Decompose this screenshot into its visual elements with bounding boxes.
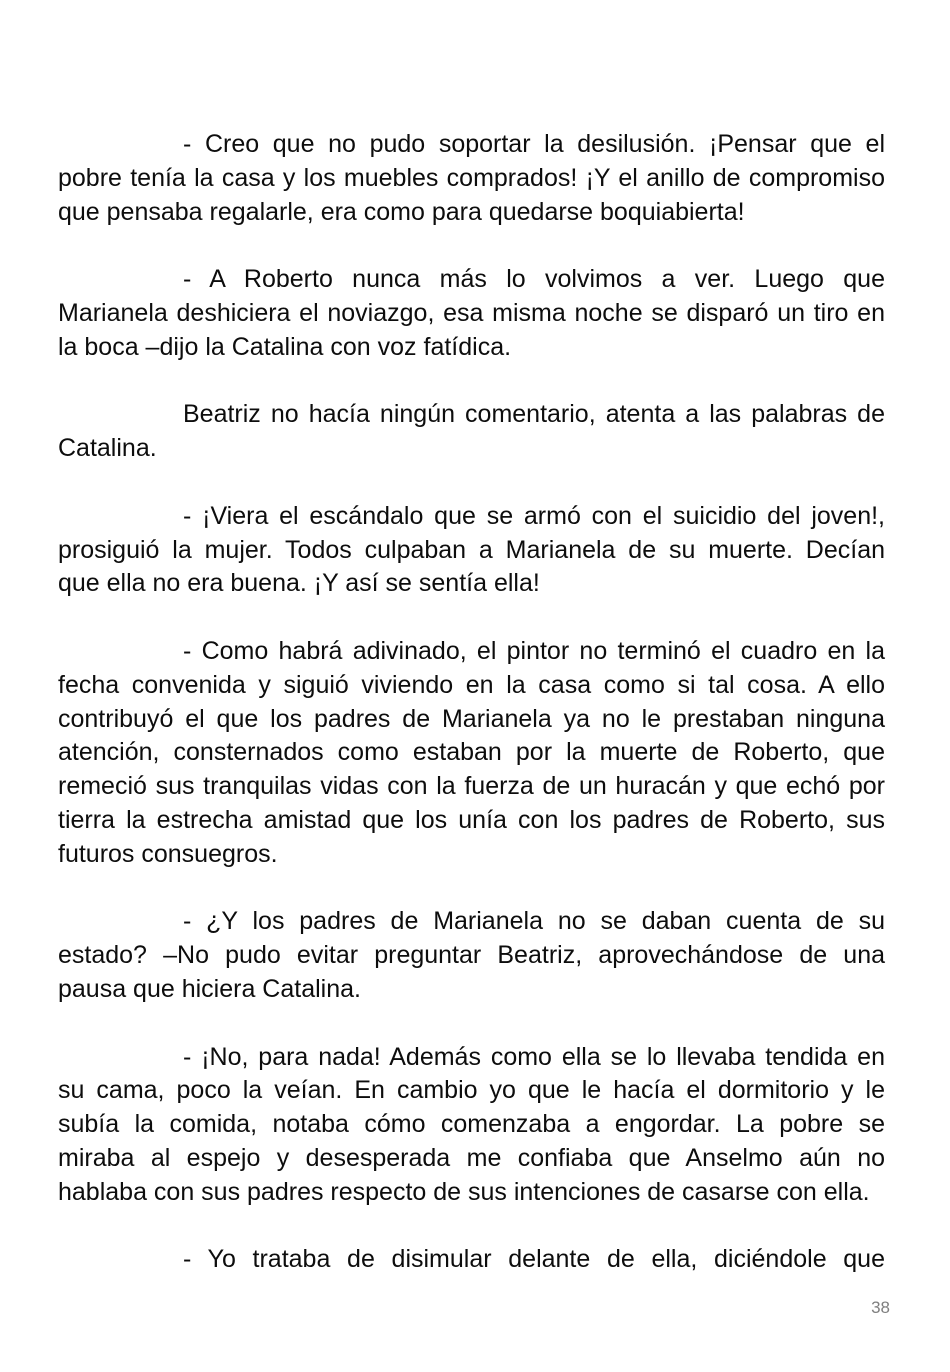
paragraph	[58, 128, 885, 229]
text-line: estado? –No pudo evitar preguntar Beatriz, aprovechándose de una	[58, 941, 885, 970]
text-line: Marianela deshiciera el noviazgo, esa misma noche se disparó un tiro en	[58, 298, 885, 327]
text-line: Catalina.	[58, 434, 157, 463]
text-line: que pensaba regalarle, era como para quedarse boquiabierta!	[58, 197, 745, 226]
text-line: fecha convenida y siguió viviendo en la casa como si tal cosa. A ello	[58, 670, 885, 699]
text-line: su cama, poco la veían. En cambio yo que le hacía el dormitorio y le	[58, 1076, 885, 1105]
paragraph	[58, 635, 885, 872]
text-line: - Creo que no pudo soportar la desilusión. ¡Pensar que el	[183, 130, 885, 158]
page-body-text	[58, 128, 885, 1311]
text-line: prosiguió la mujer. Todos culpaban a Marianela de su muerte. Decían	[58, 535, 885, 564]
text-line: la boca –dijo la Catalina con voz fatídica.	[58, 332, 512, 361]
text-line: atención, consternados como estaban por la muerte de Roberto, que	[58, 738, 885, 767]
text-line: futuros consuegros.	[58, 839, 278, 868]
text-line: remeció sus tranquilas vidas con la fuerza de un huracán y que echó por	[58, 772, 885, 801]
paragraph	[58, 263, 885, 364]
text-line: hablaba con sus padres respecto de sus intenciones de casarse con ella.	[58, 1177, 870, 1206]
text-line: subía la comida, notaba cómo comenzaba a engordar. La pobre se	[58, 1110, 885, 1139]
paragraph	[58, 500, 885, 601]
text-line: - ¿Y los padres de Marianela no se daban cuenta de su	[183, 907, 885, 936]
text-line: - ¡Viera el escándalo que se armó con el suicidio del joven!,	[183, 501, 885, 530]
paragraph	[58, 905, 885, 1006]
text-line: miraba al espejo y desesperada me confiaba que Anselmo aún no	[58, 1143, 885, 1172]
text-line: - A Roberto nunca más lo volvimos a ver. Luego que	[183, 265, 885, 294]
text-line: tierra la estrecha amistad que los unía con los padres de Roberto, sus	[58, 805, 885, 834]
paragraph	[58, 1041, 885, 1210]
page-number: 38	[871, 1298, 890, 1317]
paragraph	[58, 1243, 885, 1277]
text-line: pobre tenía la casa y los muebles comprados! ¡Y el anillo de compromiso	[58, 163, 885, 192]
text-line: - ¡No, para nada! Además como ella se lo llevaba tendida en	[183, 1042, 885, 1071]
text-line: pausa que hiciera Catalina.	[58, 974, 361, 1003]
text-line: - Como habrá adivinado, el pintor no terminó el cuadro en la	[183, 636, 885, 665]
text-line: contribuyó el que los padres de Marianela ya no le prestaban ninguna	[58, 704, 885, 733]
text-line: Beatriz no hacía ningún comentario, atenta a las palabras de	[183, 400, 885, 429]
text-line: - Yo trataba de disimular delante de ella, diciéndole que	[183, 1245, 885, 1274]
text-line: que ella no era buena. ¡Y así se sentía ella!	[58, 569, 540, 598]
paragraph	[58, 398, 885, 466]
